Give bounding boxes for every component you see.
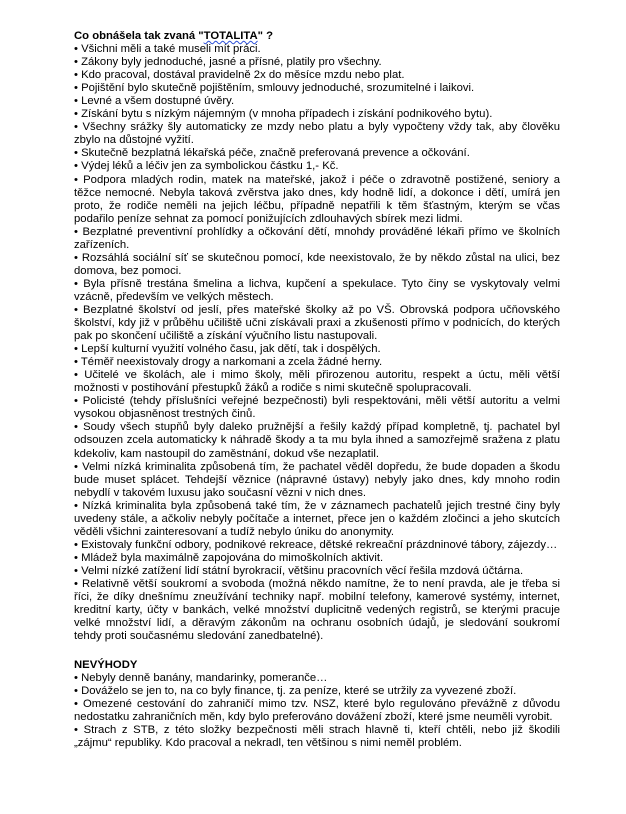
list-item: • Soudy všech stupňů byly daleko pružnější a řešily každý případ kompletně, tj. pachatel byl odsouzen zcela automaticky k náhradě škody a ta mu byla ihned a samozřejmě sražena z platu kdekoliv, kam nastoupil do zaměstnání, dokud vše nezaplatil.	[74, 421, 560, 460]
title-prefix: Co obnášela tak zvaná "	[74, 30, 204, 42]
list-item: • Skutečně bezplatná lékařská péče, značně preferovaná prevence a očkování.	[74, 147, 470, 160]
advantages-list	[74, 43, 560, 643]
disadvantages-list	[74, 672, 560, 750]
list-item: • Téměř neexistovaly drogy a narkomani a zcela žádné herny.	[74, 356, 383, 369]
section-spacer	[74, 643, 560, 659]
list-item: • Levné a všem dostupné úvěry.	[74, 95, 235, 108]
list-item: • Bezplatné preventivní prohlídky a očkování dětí, mnohdy prováděné lékaři přímo ve školních zařízeních.	[74, 225, 560, 251]
list-item: • Relativně větší soukromí a svoboda (možná někdo namítne, že to není pravda, ale je třeba si říci, že díky dnešnímu zneužívání techniky např. mobilní telefony, kamerové systémy, internet, kreditní karty, účty v bankách, velké množství duplicitně vedených registrů, se kterými pracuje velké množství lidí, a děravým zákonům na ochranu osobních údajů, je sledování soukromí tehdy proti současnému sledování zanedbatelné).	[74, 577, 560, 643]
list-item: • Pojištění bylo skutečně pojištěním, smlouvy jednoduché, srozumitelné i laikovi.	[74, 82, 475, 95]
list-item: • Velmi nízké zatížení lidí státní byrokracií, většinu pracovních věcí řešila mzdová účtárna.	[74, 564, 524, 577]
title-suffix: " ?	[257, 30, 274, 42]
list-item: • Podpora mladých rodin, matek na mateřské, jakož i péče o zdravotně postižené, seniory a těžce nemocné. Nebyla taková zvěrstva jako dnes, kdy hodně lidí, a dokonce i dětí, umírá jen proto, že rodiče neměli na jejich léčbu, případně nepatřili k těm šťastným, kterým se včas podařilo peníze sehnat za pomocí ponižujících zdlouhavých sbírek mezi lidmi.	[74, 173, 560, 225]
list-item: • Zákony byly jednoduché, jasné a přísné, platily pro všechny.	[74, 56, 382, 69]
list-item: • Lepší kulturní využití volného času, jak dětí, tak i dospělých.	[74, 343, 381, 356]
list-item: • Nebyly denně banány, mandarinky, pomeranče…	[74, 672, 328, 685]
list-item: • Všichni měli a také museli mít práci.	[74, 43, 261, 56]
list-item: • Omezené cestování do zahraničí mimo tzv. NSZ, které bylo regulováno převážně z důvodu nedostatku zahraničních měn, kdy bylo preferováno dovážení zboží, které jsme neuměli vyrobit.	[74, 698, 560, 724]
document-title	[74, 30, 560, 43]
list-item: • Kdo pracoval, dostával pravidelně 2x do měsíce mzdu nebo plat.	[74, 69, 405, 82]
list-item: • Bezplatné školství od jeslí, přes mateřské školky až po VŠ. Obrovská podpora učňovského školství, kdy již v průběhu učiliště učni získávali praxi a zkušenosti přímo v podnicích, do kterých pak po skončení učiliště a získání výučního listu nastupovali.	[74, 303, 560, 343]
list-item: • Existovaly funkční odbory, podnikové rekreace, dětské rekreační prázdninové tábory, zájezdy…	[74, 538, 558, 551]
list-item: • Dováželo se jen to, na co byly finance, tj. za peníze, které se utržily za vyvezené zboží.	[74, 685, 517, 698]
list-item: • Byla přísně trestána šmelina a lichva, kupčení a spekulace. Tyto činy se vyskytovaly velmi vzácně, především ve velkých městech.	[74, 277, 560, 303]
list-item: • Všechny srážky šly automaticky ze mzdy nebo platu a byly vypočteny vždy tak, aby člověku zbylo na důstojné vyžití.	[74, 121, 560, 147]
list-item: • Získání bytu s nízkým nájemným (v mnoha případech i získání podnikového bytu).	[74, 108, 493, 121]
list-item: • Rozsáhlá sociální síť se skutečnou pomocí, kde neexistovalo, že by někdo zůstal na ulici, bez domova, bez pomoci.	[74, 251, 560, 277]
title-keyword: TOTALITA	[203, 30, 258, 42]
list-item: • Strach z STB, z této složky bezpečnosti měli strach hlavně ti, kteří chtěli, nebo již škodili „zájmu“ republiky. Kdo pracoval a nekradl, ten většinou s nimi neměl problém.	[74, 724, 560, 750]
list-item: • Mládež byla maximálně zapojována do mimoškolních aktivit.	[74, 551, 384, 564]
list-item: • Učitelé ve školách, ale i mimo školy, měli přirozenou autoritu, respekt a úctu, měli větší možnosti v postihování přestupků žáků a rodiče s nimi skutečně spolupracovali.	[74, 369, 560, 395]
list-item: • Nízká kriminalita byla způsobená také tím, že v záznamech pachatelů jejich trestné činy byly uvedeny stále, a ačkoliv nebyly počítače a internet, přece jen o každém zločinci a jeho skutcích věděli všichni zainteresovaní a tudíž nebylo úniku do anonymity.	[74, 499, 560, 538]
list-item: • Velmi nízká kriminalita způsobená tím, že pachatel věděl dopředu, že bude dopaden a škodu bude muset splácet. Tehdejší věznice (nápravné ústavy) nebyly jako dnes, kdy mnoho rodin nebydlí v takovém luxusu jako současní vězni v nich dnes.	[74, 460, 560, 499]
list-item: • Policisté (tehdy příslušníci veřejné bezpečnosti) byli respektováni, měli větší autoritu a velmi vysokou objasněnost trestných činů.	[74, 395, 560, 421]
list-item: • Výdej léků a léčiv jen za symbolickou částku 1,- Kč.	[74, 160, 339, 173]
document-body	[74, 30, 560, 751]
section-heading: NEVÝHODY	[74, 659, 138, 672]
